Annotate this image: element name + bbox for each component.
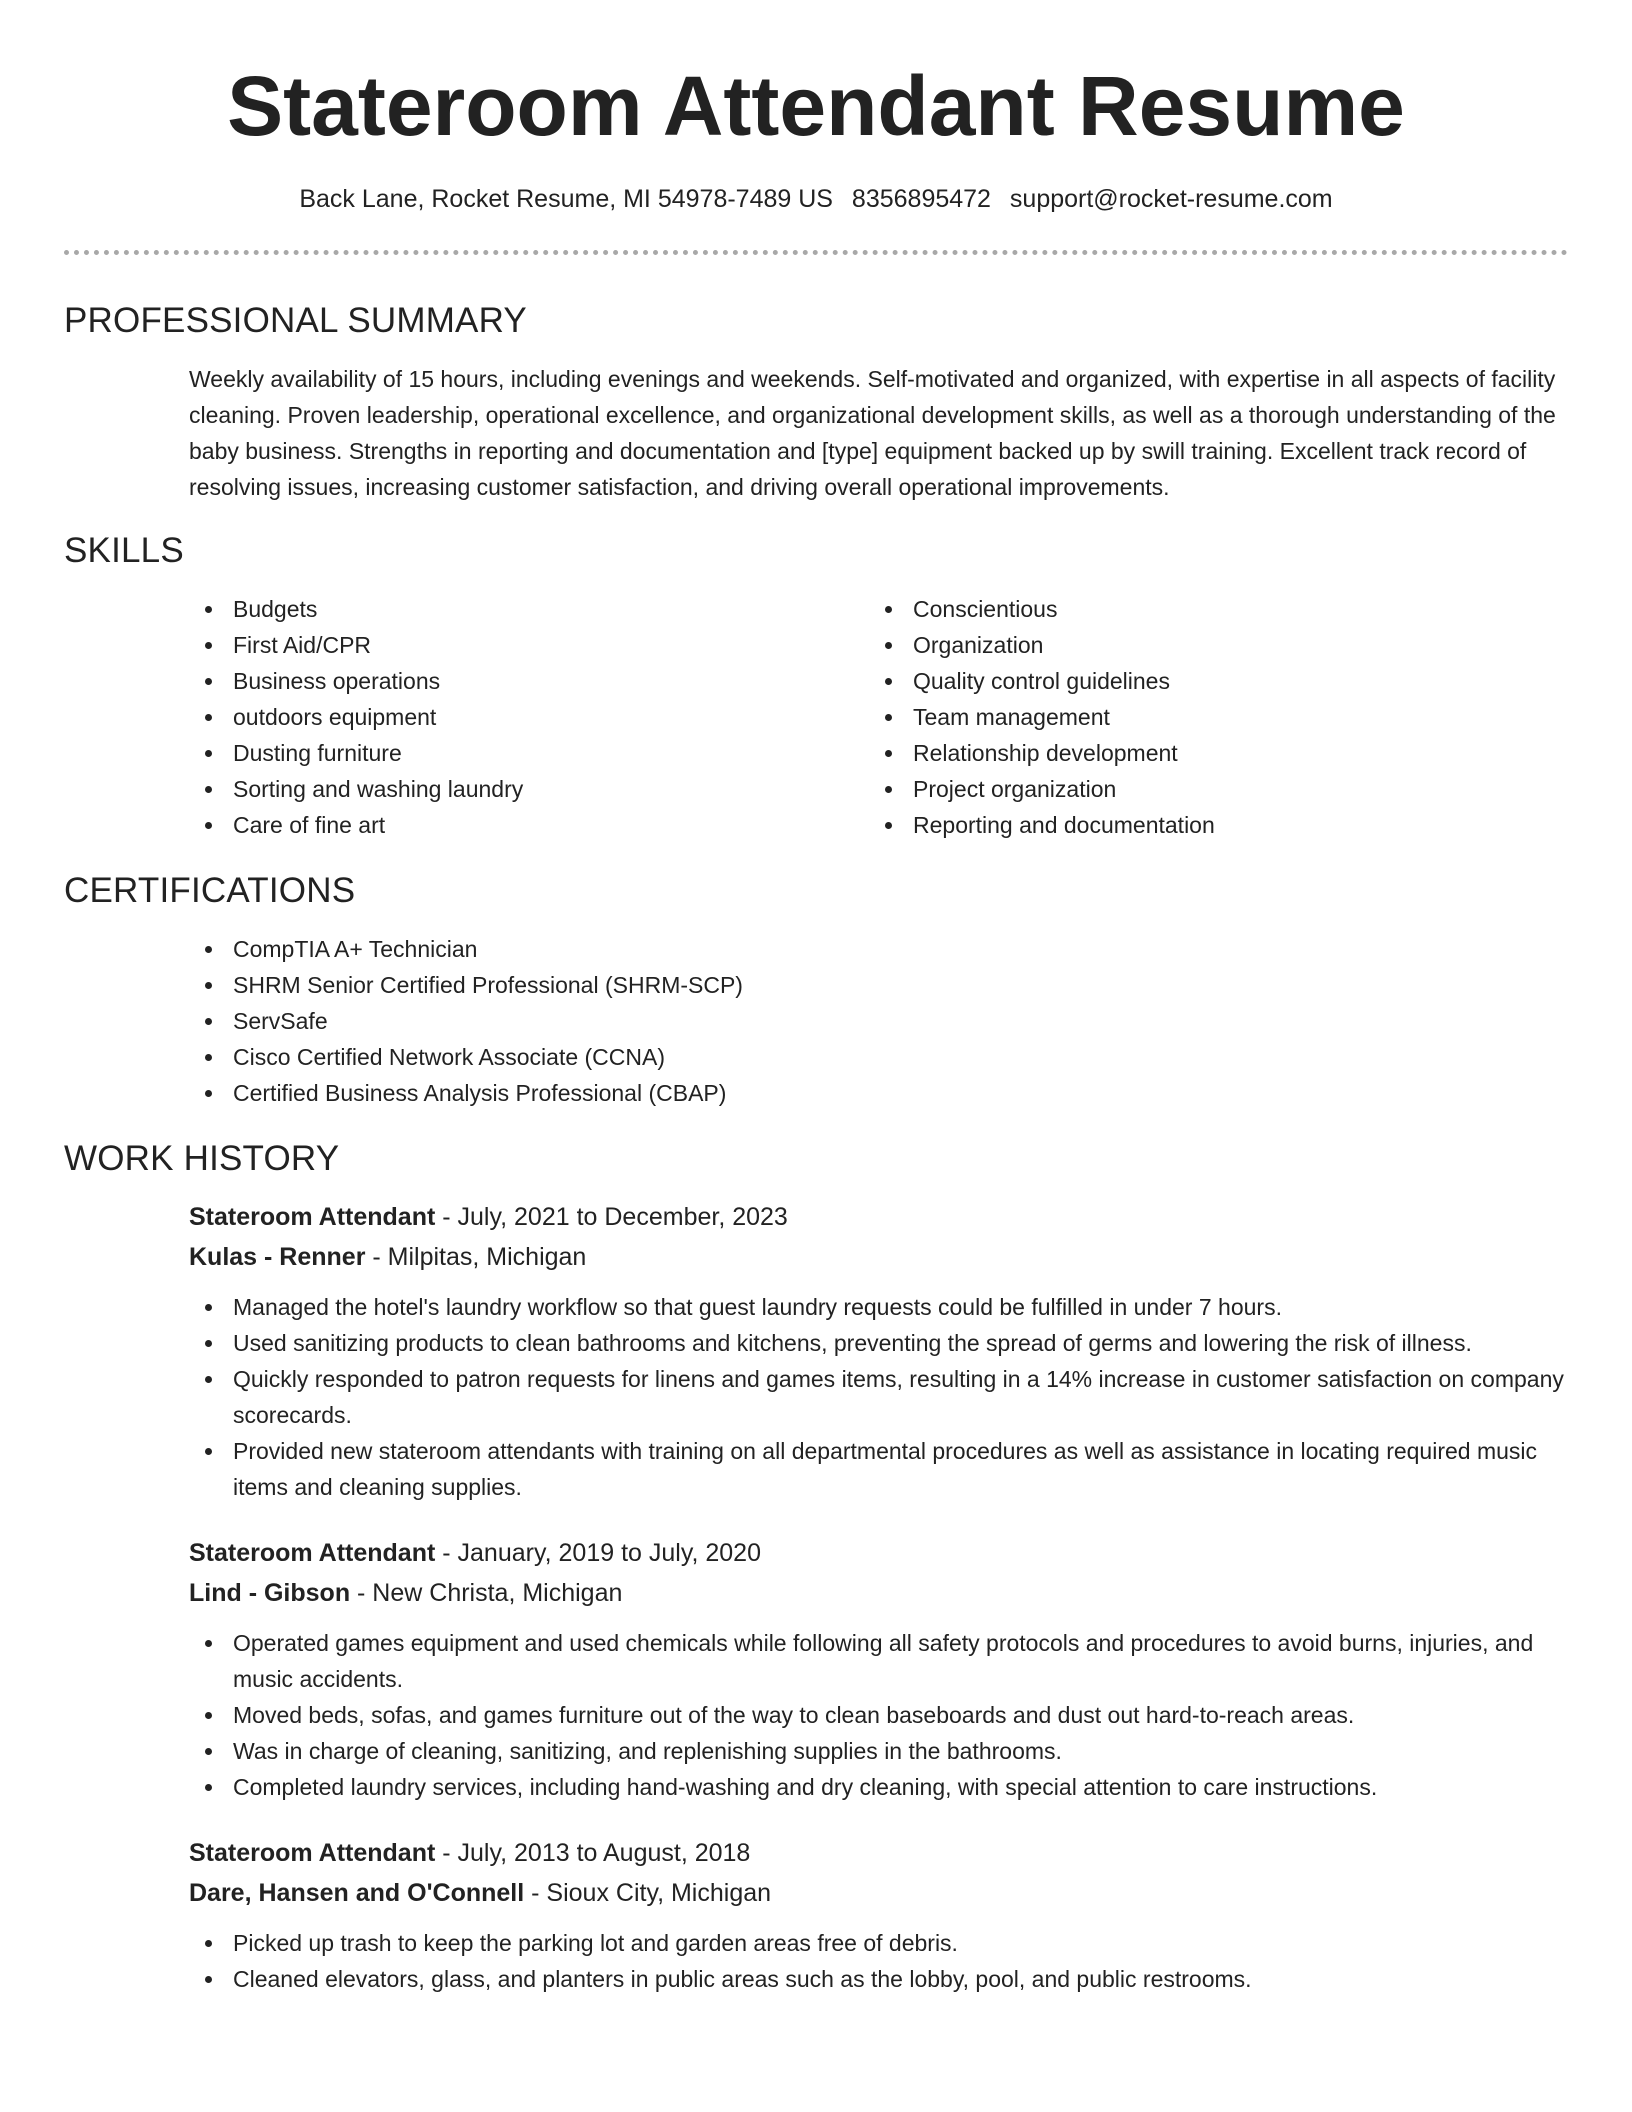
job-duty-item: Completed laundry services, including hand-washing and dry cleaning, with special attention to care instructions.: [189, 1769, 1568, 1805]
job-role: Stateroom Attendant: [189, 1203, 436, 1231]
job-company-line: [189, 1237, 1568, 1277]
job-duty-item: Moved beds, sofas, and games furniture out of the way to clean baseboards and dust out hard-to-reach areas.: [189, 1697, 1568, 1733]
certification-item: Cisco Certified Network Associate (CCNA): [189, 1039, 1568, 1075]
job-dates: - July, 2021 to December, 2023: [435, 1203, 788, 1231]
contact-email: support@rocket-resume.com: [1009, 185, 1333, 213]
certification-item: Certified Business Analysis Professional (CBAP): [189, 1075, 1568, 1111]
contact-line: [0, 182, 1632, 216]
job-role: Stateroom Attendant: [189, 1839, 436, 1867]
skill-item: Business operations: [189, 663, 869, 699]
job-duty-item: Managed the hotel's laundry workflow so that guest laundry requests could be fulfilled in under 7 hours.: [189, 1289, 1568, 1325]
job-duty-item: Cleaned elevators, glass, and planters in public areas such as the lobby, pool, and public restrooms.: [189, 1961, 1568, 1997]
certification-item: ServSafe: [189, 1003, 1568, 1039]
skill-item: Dusting furniture: [189, 735, 869, 771]
skill-item: Project organization: [869, 771, 1549, 807]
certifications-heading: CERTIFICATIONS: [64, 871, 356, 910]
skill-item: Budgets: [189, 591, 869, 627]
skills-column-right: [869, 591, 1549, 843]
job-company-line: [189, 1873, 1568, 1913]
contact-address: Back Lane, Rocket Resume, MI 54978-7489 US: [299, 185, 833, 213]
job-location: - Sioux City, Michigan: [524, 1879, 772, 1907]
skill-item: Relationship development: [869, 735, 1549, 771]
work-history-heading: WORK HISTORY: [64, 1139, 340, 1178]
job-company-line: [189, 1573, 1568, 1613]
job-duties: [189, 1289, 1568, 1505]
job-entry: [189, 1833, 1568, 1997]
certification-item: SHRM Senior Certified Professional (SHRM-SCP): [189, 967, 1568, 1003]
skill-item: Organization: [869, 627, 1549, 663]
job-company: Dare, Hansen and O'Connell: [189, 1879, 525, 1907]
job-entry: [189, 1197, 1568, 1505]
job-duty-item: Was in charge of cleaning, sanitizing, and replenishing supplies in the bathrooms.: [189, 1733, 1568, 1769]
job-duty-item: Used sanitizing products to clean bathrooms and kitchens, preventing the spread of germs and lowering the risk of illness.: [189, 1325, 1568, 1361]
job-duties: [189, 1925, 1568, 1997]
certifications-list: [189, 931, 1568, 1111]
skill-item: Team management: [869, 699, 1549, 735]
skill-item: outdoors equipment: [189, 699, 869, 735]
summary-heading: PROFESSIONAL SUMMARY: [64, 301, 527, 340]
contact-phone: 8356895472: [851, 185, 991, 213]
job-title-line: [189, 1533, 1568, 1573]
job-dates: - January, 2019 to July, 2020: [435, 1539, 761, 1567]
skill-item: Sorting and washing laundry: [189, 771, 869, 807]
skills-heading: SKILLS: [64, 531, 184, 570]
skill-item: Reporting and documentation: [869, 807, 1549, 843]
job-company: Kulas - Renner: [189, 1243, 366, 1271]
skill-item: Care of fine art: [189, 807, 869, 843]
job-duty-item: Provided new stateroom attendants with training on all departmental procedures as well as assistance in locating required music items and cleaning supplies.: [189, 1433, 1568, 1505]
skill-item: Quality control guidelines: [869, 663, 1549, 699]
job-role: Stateroom Attendant: [189, 1539, 436, 1567]
job-title-line: [189, 1197, 1568, 1237]
certification-item: CompTIA A+ Technician: [189, 931, 1568, 967]
job-dates: - July, 2013 to August, 2018: [435, 1839, 751, 1867]
job-duty-item: Picked up trash to keep the parking lot and garden areas free of debris.: [189, 1925, 1568, 1961]
skills-column-left: [189, 591, 869, 843]
job-location: - New Christa, Michigan: [350, 1579, 623, 1607]
job-entry: [189, 1533, 1568, 1805]
job-duty-item: Operated games equipment and used chemicals while following all safety protocols and procedures to avoid burns, injuries, and music accidents.: [189, 1625, 1568, 1697]
skill-item: Conscientious: [869, 591, 1549, 627]
summary-text: Weekly availability of 15 hours, including evenings and weekends. Self-motivated and organized, with expertise in all aspects of facility cleaning. Proven leadership, operational excellence, and organizational development skills, as well as a thorough understanding of the baby business. Strengths in reporting and documentation and [type] equipment backed up by swill training. Excellent track record of resolving issues, increasing customer satisfaction, and driving overall operational improvements.: [189, 366, 1556, 500]
job-duty-item: Quickly responded to patron requests for linens and games items, resulting in a 14% increase in customer satisfaction on company scorecards.: [189, 1361, 1568, 1433]
job-duties: [189, 1625, 1568, 1805]
resume-title: Stateroom Attendant Resume: [227, 59, 1405, 153]
job-title-line: [189, 1833, 1568, 1873]
header-divider: [64, 250, 1568, 255]
job-location: - Milpitas, Michigan: [365, 1243, 587, 1271]
job-company: Lind - Gibson: [189, 1579, 351, 1607]
skill-item: First Aid/CPR: [189, 627, 869, 663]
skills-list: [189, 591, 1568, 843]
